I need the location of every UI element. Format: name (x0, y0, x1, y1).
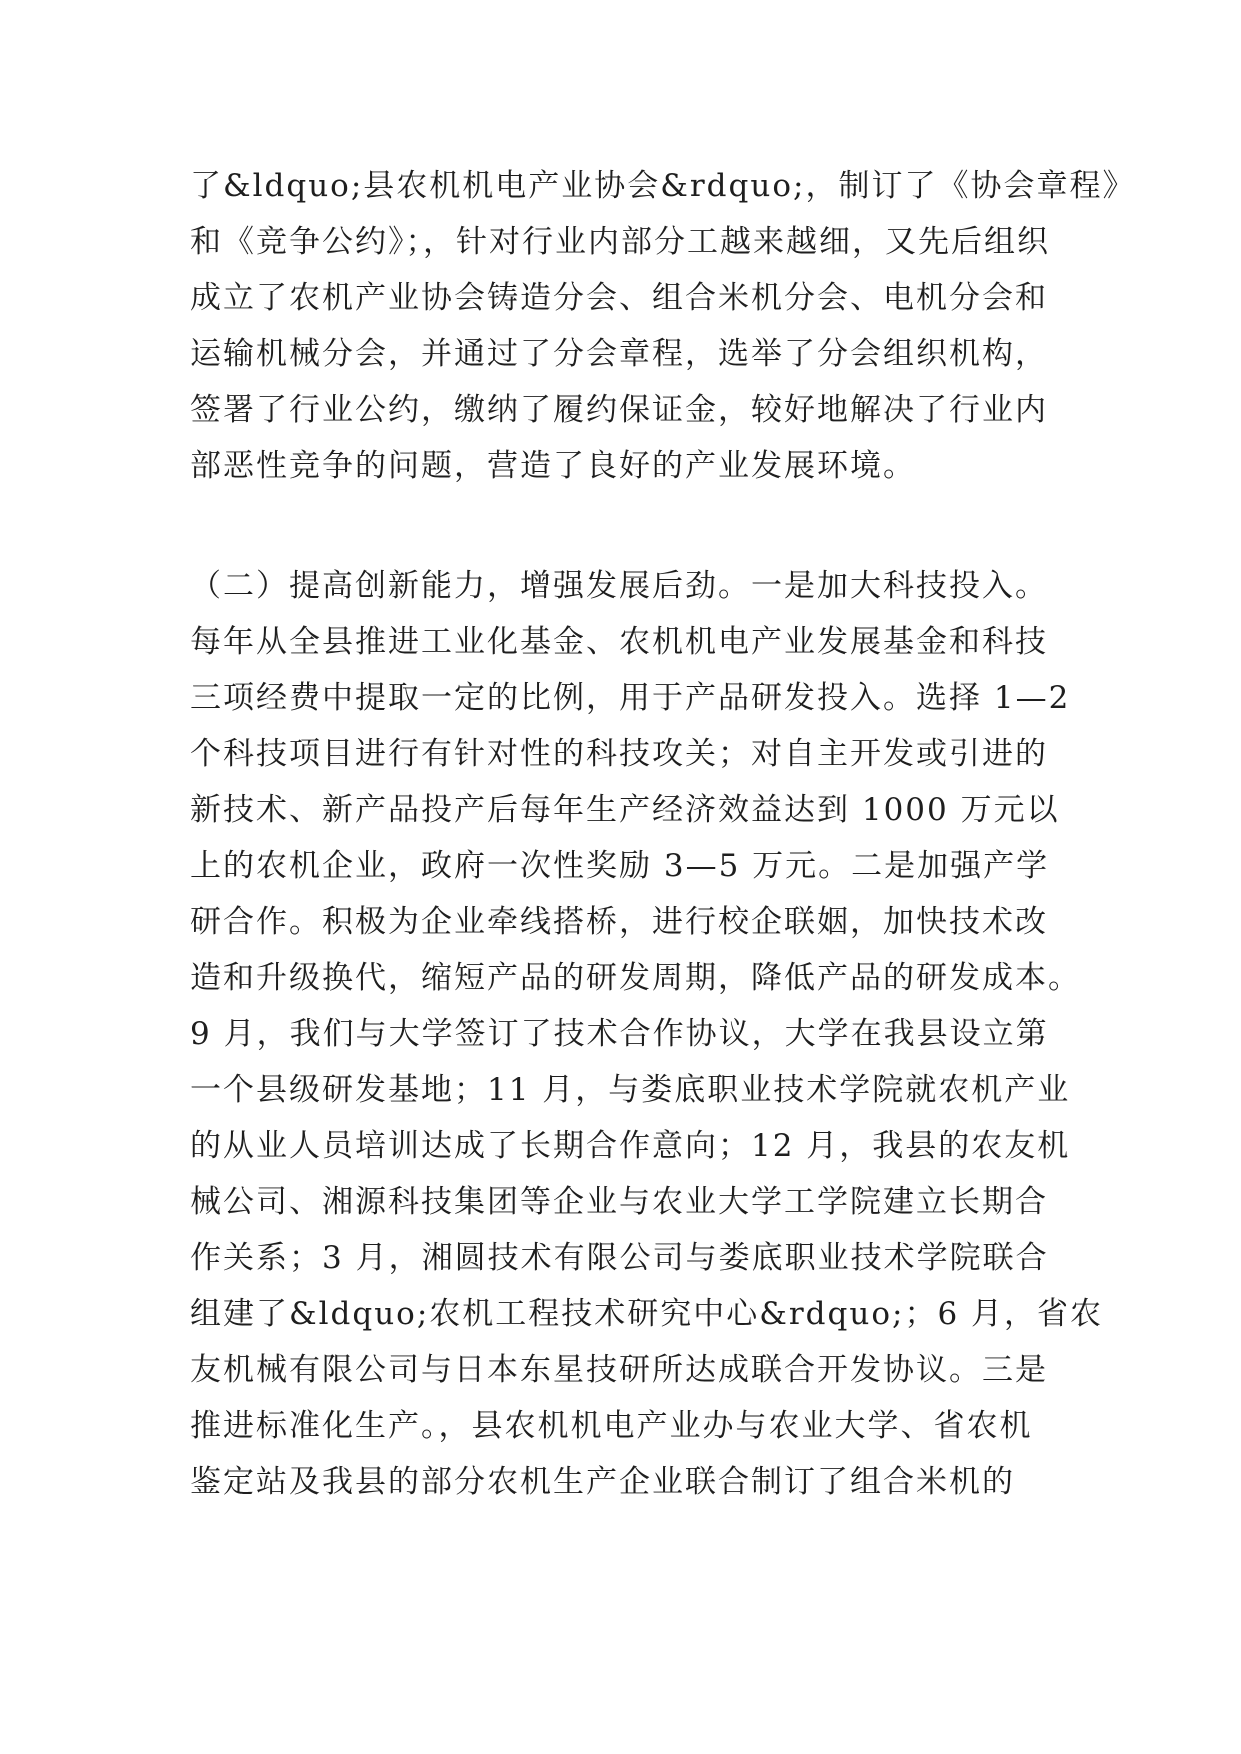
text-line: 签署了行业公约，缴纳了履约保证金，较好地解决了行业内 (190, 392, 1048, 428)
text-line: 研合作。积极为企业牵线搭桥，进行校企联姻，加快技术改 (190, 904, 1048, 940)
text-line: 组建了&ldquo;农机工程技术研究中心&rdquo;；6 月，省农 (190, 1296, 1104, 1332)
text-line: 9 月，我们与大学签订了技术合作协议，大学在我县设立第 (190, 1016, 1049, 1052)
text-line: 新技术、新产品投产后每年生产经济效益达到 1000 万元以 (190, 792, 1060, 828)
text-line: 每年从全县推进工业化基金、农机机电产业发展基金和科技 (190, 624, 1048, 660)
paragraph-innovation (190, 558, 1103, 1510)
text-line: 的从业人员培训达成了长期合作意向；12 月，我县的农友机 (190, 1128, 1071, 1164)
text-line: 部恶性竞争的问题，营造了良好的产业发展环境。 (190, 448, 916, 484)
text-line: 成立了农机产业协会铸造分会、组合米机分会、电机分会和 (190, 280, 1048, 316)
text-line: 作关系；3 月，湘圆技术有限公司与娄底职业技术学院联合 (190, 1240, 1049, 1276)
paragraph-association (190, 158, 1135, 494)
text-line: 和《竞争公约》；，针对行业内部分工越来越细，又先后组织 (190, 224, 1050, 260)
text-line: 推进标准化生产。，县农机机电产业办与农业大学、省农机 (190, 1408, 1033, 1444)
text-line: 造和升级换代，缩短产品的研发周期，降低产品的研发成本。 (190, 960, 1081, 996)
text-line: 个科技项目进行有针对性的科技攻关；对自主开发或引进的 (190, 736, 1048, 772)
text-line: 鉴定站及我县的部分农机生产企业联合制订了组合米机的 (190, 1464, 1015, 1500)
text-line: 上的农机企业，政府一次性奖励 3—5 万元。二是加强产学 (190, 848, 1050, 884)
text-line: 了&ldquo;县农机机电产业协会&rdquo;，制订了《协会章程》 (190, 168, 1136, 204)
text-line: 运输机械分会，并通过了分会章程，选举了分会组织机构， (190, 336, 1048, 372)
text-line: 三项经费中提取一定的比例，用于产品研发投入。选择 1—2 (190, 680, 1071, 716)
text-line: 一个县级研发基地；11 月，与娄底职业技术学院就农机产业 (190, 1072, 1071, 1108)
text-line: 械公司、湘源科技集团等企业与农业大学工学院建立长期合 (190, 1184, 1048, 1220)
section-heading-line: （二）提高创新能力，增强发展后劲。一是加大科技投入。 (190, 568, 1048, 604)
text-line: 友机械有限公司与日本东星技研所达成联合开发协议。三是 (190, 1352, 1048, 1388)
